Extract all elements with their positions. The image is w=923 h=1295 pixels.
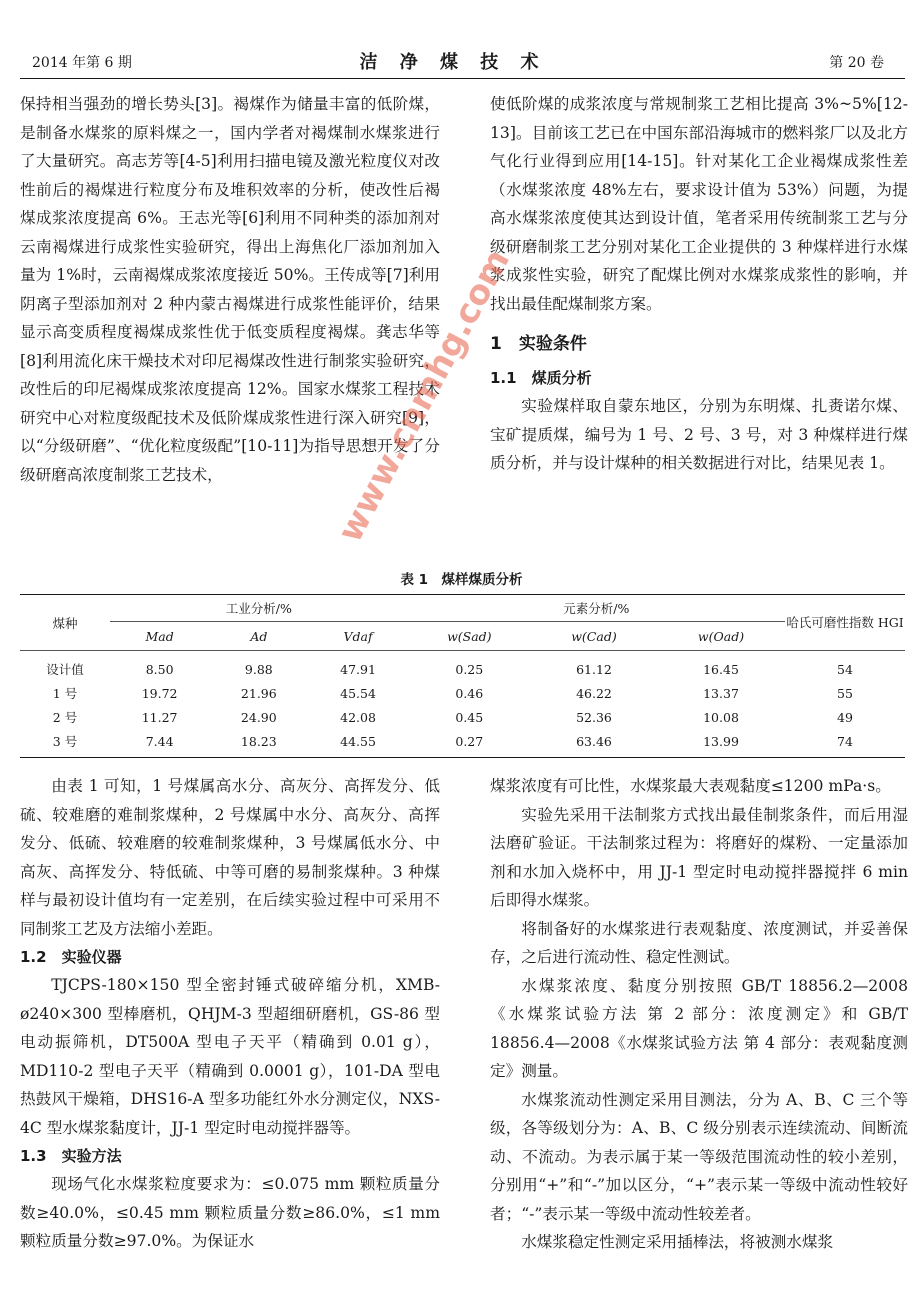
table-cell: 0.27	[455, 733, 484, 749]
table-cell: 7.44	[145, 733, 174, 749]
header-divider	[20, 78, 905, 79]
stability-paragraph: 水煤浆稳定性测定采用插棒法，将被测水煤浆	[521, 1233, 834, 1251]
col-coal-header: 煤种	[52, 615, 78, 631]
table-cell: 45.54	[340, 685, 376, 701]
subsection-heading: 1.1 煤质分析	[490, 369, 592, 387]
table-discussion-paragraph: 由表 1 可知，1 号煤属高水分、高灰分、高挥发分、低硫、较难磨的难制浆煤种，2 号煤属中水分、高灰分、高挥发分、低硫、较难磨的较难制浆煤种，3 号煤属低水分、中高灰、高挥发分、特低硫、中等可磨的易制浆煤种。3 种煤样与最初设计值均有一定差别，在后续实验过程中可采用不同制浆工艺及方法缩小差距。	[20, 777, 440, 938]
table-cell: 13.99	[703, 733, 739, 749]
table-cell: 10.08	[703, 709, 739, 725]
intro-paragraph: 保持相当强劲的增长势头[3]。褐煤作为储量丰富的低阶煤，是制备水煤浆的原料煤之一，国内学者对褐煤制水煤浆进行了大量研究。高志芳等[4-5]利用扫描电镜及激光粒度仪对改性前后的褐煤进行粒度分布及堆积效率的分析，使改性后褐煤成浆浓度提高 6%。王志光等[6]利用不同种类的添加剂对云南褐煤进行成浆性实验研究，得出上海焦化厂添加剂加入量为 1%时，云南褐煤成浆浓度接近 50%。王传成等[7]利用阴离子型添加剂对 2 种内蒙古褐煤进行成浆性能评价，结果显示高变质程度褐煤成浆性优于低变质程度褐煤。龚志华等[8]利用流化床干燥技术对印尼褐煤改性进行制浆实验研究，改性后的印尼褐煤成浆浓度提高 12%。国家水煤浆工程技术研究中心对粒度级配技术及低阶煤成浆性进行深入研究[9]，以“分级研磨”、“优化粒度级配”[10-11]为指导思想开发了分级研磨高浓度制浆工艺技术，	[20, 95, 440, 484]
table-cell: 42.08	[340, 709, 376, 725]
table-cell: 49	[837, 709, 853, 725]
table-cell: 11.27	[141, 709, 178, 725]
testing-paragraph: 将制备好的水煤浆进行表观黏度、浓度测试，并妥善保存，之后进行流动性、稳定性测试。	[490, 919, 908, 966]
fluidity-paragraph: 水煤浆流动性测定采用目测法，分为 A、B、C 三个等级，各等级划分为：A、B、C 级分别表示连续流动、间断流动、不流动。为表示属于某一等级范围流动性的较小差别，分别用“+”和“-”加以区分，“+”表示某一等级中流动性较好者；“-”表示某一等级中流动性较差者。	[490, 1090, 908, 1223]
methods-paragraph: 现场气化水煤浆粒度要求为：≤0.075 mm 颗粒质量分数≥40.0%，≤0.45 mm 颗粒质量分数≥86.0%，≤1 mm 颗粒质量分数≥97.0%。为保证水	[20, 1175, 440, 1250]
table-cell: 设计值	[46, 662, 84, 677]
coal-quality-table	[20, 594, 905, 758]
bottom-right-column	[490, 772, 908, 1257]
table-cell: 0.45	[455, 709, 484, 725]
header-vdaf: Vdaf	[343, 628, 373, 644]
proximate-group-header: 工业分析/%	[110, 595, 408, 622]
table-cell: 54	[837, 661, 853, 677]
header-sad: w(Sad)	[447, 628, 492, 644]
table-cell: 21.96	[240, 685, 277, 701]
subsection-paragraph: 实验煤样取自蒙东地区，分别为东明煤、扎赉诺尔煤、宝矿提质煤，编号为 1 号、2 号、3 号，对 3 种煤样进行煤质分析，并与设计煤种的相关数据进行对比，结果见表 1。	[490, 397, 908, 472]
table-row	[20, 681, 905, 705]
header-cad: w(Cad)	[571, 628, 617, 644]
table-cell: 44.55	[340, 733, 376, 749]
journal-title: 洁 净 煤 技 术	[359, 52, 547, 73]
table-cell: 8.50	[145, 661, 174, 677]
section-heading: 1 实验条件	[490, 334, 587, 354]
table-cell: 63.46	[576, 733, 612, 749]
subsection-heading-methods: 1.3 实验方法	[20, 1147, 122, 1165]
table-cell: 74	[837, 733, 853, 749]
hgi-header: 哈氏可磨性指数 HGI	[786, 614, 904, 630]
table-cell: 0.25	[455, 661, 484, 677]
table-cell: 0.46	[455, 685, 484, 701]
header-mad: Mad	[145, 628, 174, 644]
issue-label: 2014 年第 6 期	[32, 55, 132, 71]
volume-label: 第 20 卷	[829, 55, 884, 71]
top-left-column	[20, 90, 440, 489]
ultimate-group-header: 元素分析/%	[408, 595, 785, 622]
table-cell: 61.12	[576, 661, 612, 677]
table-cell: 1 号	[52, 686, 78, 701]
running-header	[20, 46, 886, 76]
methods-paragraph-continued: 煤浆浓度有可比性，水煤浆最大表观黏度≤1200 mPa·s。	[490, 777, 891, 795]
standards-paragraph: 水煤浆浓度、黏度分别按照 GB/T 18856.2—2008《水煤浆试验方法 第 2 部分：浓度测定》和 GB/T 18856.4—2008《水煤浆试验方法 第 4 部分：表观黏度测定》测量。	[490, 976, 908, 1080]
table-row	[20, 651, 905, 682]
subsection-heading-instruments: 1.2 实验仪器	[20, 948, 122, 966]
table-row	[20, 705, 905, 729]
table-cell: 13.37	[703, 685, 739, 701]
table-cell: 55	[837, 685, 853, 701]
table-cell: 47.91	[340, 661, 376, 677]
table-row	[20, 729, 905, 758]
top-right-column	[490, 90, 908, 478]
intro-paragraph-continued: 使低阶煤的成浆浓度与常规制浆工艺相比提高 3%~5%[12-13]。目前该工艺已在中国东部沿海城市的燃料浆厂以及北方气化行业得到应用[14-15]。针对某化工企业褐煤成浆性差（水煤浆浓度 48%左右，要求设计值为 53%）问题，为提高水煤浆浓度使其达到设计值，笔者采用传统制浆工艺与分级研磨制浆工艺分别对某化工企业提供的 3 种煤样进行水煤浆成浆性实验，研究了配煤比例对水煤浆成浆性的影响，并找出最佳配煤制浆方案。	[490, 95, 908, 313]
header-oad: w(Oad)	[697, 628, 745, 644]
table-cell: 9.88	[244, 661, 273, 677]
header-ad: Ad	[250, 628, 268, 644]
table-cell: 18.23	[240, 733, 277, 749]
bottom-left-column	[20, 772, 440, 1256]
table-cell: 46.22	[576, 685, 612, 701]
table-cell: 52.36	[576, 709, 612, 725]
table-cell: 24.90	[240, 709, 277, 725]
dry-method-paragraph: 实验先采用干法制浆方式找出最佳制浆条件，而后用湿法磨矿验证。干法制浆过程为：将磨好的煤粉、一定量添加剂和水加入烧杯中，用 JJ-1 型定时电动搅拌器搅拌 6 min 后即得水煤浆。	[490, 805, 908, 909]
instruments-paragraph: TJCPS-180×150 型全密封锤式破碎缩分机，XMB-ø240×300 型棒磨机，QHJM-3 型超细研磨机，GS-86 型电动振筛机，DT500A 型电子天平（精确到 0.01 g），MD110-2 型电子天平（精确到 0.0001 g），101-DA 型电热鼓风干燥箱，DHS16-A 型多功能红外水分测定仪，NXS-4C 型水煤浆黏度计，JJ-1 型定时电动搅拌器等。	[20, 976, 440, 1137]
table-title: 表 1 煤样煤质分析	[400, 572, 523, 588]
table-cell: 3 号	[52, 734, 78, 749]
table-cell: 19.72	[141, 685, 178, 701]
table-cell: 2 号	[52, 710, 78, 725]
watermark: www.cnmhg.com	[330, 242, 518, 549]
table-cell: 16.45	[703, 661, 739, 677]
